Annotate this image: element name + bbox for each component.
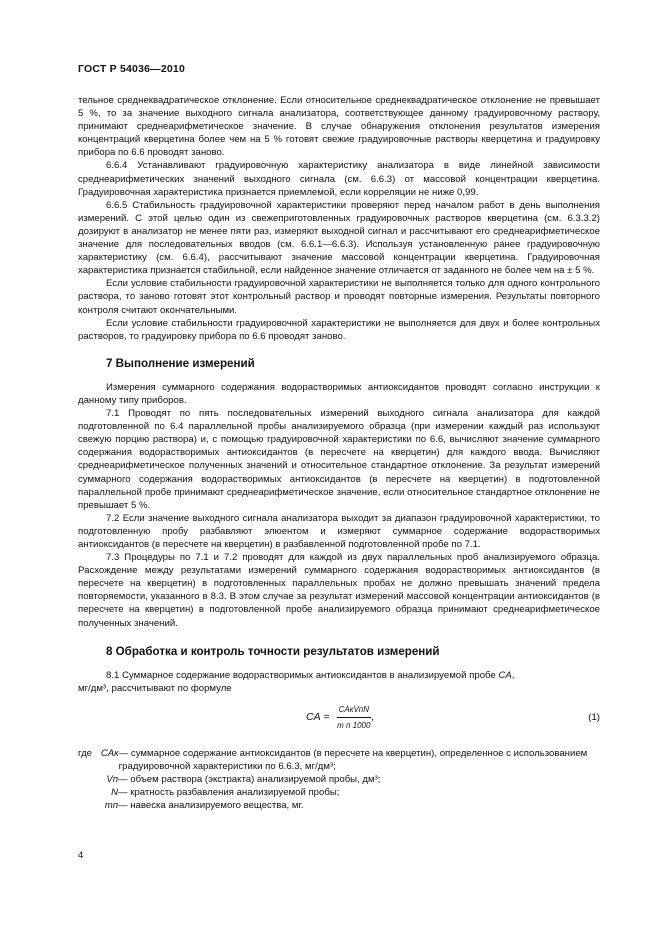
paragraph-8-1-continued: мг/дм³, рассчитывают по формуле xyxy=(78,682,232,694)
definition-text: — навеска анализируемого вещества, мг. xyxy=(118,800,304,812)
formula-numerator: CAкVпN xyxy=(337,703,371,718)
formula-equals: = xyxy=(320,710,333,723)
formula-denominator: m п 1000 xyxy=(337,721,371,731)
definition-text: — объем раствора (экстракта) анализируемой пробы, дм³; xyxy=(118,774,381,786)
paragraph-7-3: 7.3 Процедуры по 7.1 и 7.2 проводят для каждой из двух параллельных проб анализируемого образца. Расхождение между результатами измерений суммарного содержания водорастворимых антиоксидантов (в пересчете на кверцетин) в подготовленных параллельных пробах не должно превышать значений предела повторяемости, указанного в 8.3. В этом случае за результат измерений массовой концентрации антиоксидантов (в пересчете на кверцетин) в подготовленной пробе анализируемого образца принимают среднеарифметическое полученных значений. xyxy=(78,552,600,629)
definition-text: — кратность разбавления анализируемой пробы; xyxy=(118,787,340,799)
formula-lhs: CA xyxy=(306,710,321,723)
equation-number: (1) xyxy=(588,711,600,723)
formula-definitions xyxy=(78,747,600,812)
paragraph-continuation: тельное среднеквадратическое отклонение. Если относительное среднеквадратическое отклонение не превышает 5 %, то за значение выходного сигнала анализатора, соответствующее данному градуировочному раствору, принимают среднеарифметическое значение. В случае обнаружения отклонения результатов измерения концентраций кверцетина более чем на 5 % готовят свежие градуировочные растворы кверцетина и градуировку прибора по 6.6 проводят заново. xyxy=(78,95,600,159)
definition-symbol: Vп xyxy=(106,774,118,786)
definition-item: где CAк — суммарное содержание антиоксидантов (в пересчете на кверцетин), определенное с использованием градуировочной характеристики по 6.6.3, мг/дм³; xyxy=(78,747,600,773)
document-body xyxy=(78,94,600,812)
definition-symbol: mп xyxy=(104,800,118,812)
definition-item xyxy=(78,786,600,799)
section-8-heading: 8 Обработка и контроль точности результатов измерений xyxy=(106,644,440,658)
formula-fraction xyxy=(337,703,371,732)
paragraph-7-1: 7.1 Проводят по пять последовательных измерений выходного сигнала анализатора для каждой подготовленной по 6.4 параллельной пробы анализируемого образца (при измерении каждый раз используют свежую порцию раствора) и, с помощью градуировочной характеристики по 6.6, вычисляют значение суммарного содержания водорастворимых антиоксидантов (в пересчете на кверцетин) для каждого ввода. Вычисляют среднеарифметическое полученных значений и относительное стандартное отклонение. За результат измерений суммарного содержания водорастворимых антиоксидантов (в пересчете на кверцетин) в подготовленной параллельной пробе принимают среднеарифметическое значение, если относительное стандартное отклонение не превышает 5 %. xyxy=(78,408,600,511)
formula-expression xyxy=(306,703,374,732)
document-header: ГОСТ Р 54036—2010 xyxy=(78,63,186,75)
paragraph-7-2: 7.2 Если значение выходного сигнала анализатора выходит за диапазон градуировочной характеристики, то подготовленную пробу разбавляют элюентом и измеряют суммарное содержание водорастворимых антиоксидантов (в пересчете на кверцетин) в разбавленной подготовленной пробе по 7.1. xyxy=(78,512,600,550)
paragraph-8-1: 8.1 Суммарное содержание водорастворимых антиоксидантов в анализируемой пробе CA, xyxy=(106,669,515,681)
definition-symbol: N xyxy=(111,787,118,799)
definition-text: — суммарное содержание антиоксидантов (в пересчете на кверцетин), определенное с использованием градуировочной характеристики по 6.6.3, мг/дм³; xyxy=(118,747,588,773)
paragraph-stability-one: Если условие стабильности градуировочной характеристики не выполняется только для одного контрольного раствора, то заново готовят этот контрольный раствор и проводят повторные измерения. Результаты повторного контроля считают окончательными. xyxy=(78,278,600,316)
paragraph-7-intro: Измерения суммарного содержания водорастворимых антиоксидантов проводят согласно инструкции к данному типу приборов. xyxy=(78,381,600,406)
definition-symbol: CAк xyxy=(100,747,119,759)
section-7-heading: 7 Выполнение измерений xyxy=(106,356,255,370)
paragraph-6-6-4: 6.6.4 Устанавливают градуировочную характеристику анализатора в виде линейной зависимости среднеарифметических значений выходного сигнала (см. 6.6.3) от массовой концентрации кверцетина. Градуировочная характеристика признается приемлемой, если корреляции не ниже 0,99. xyxy=(78,160,600,198)
definition-item xyxy=(78,799,600,812)
formula-trailing-comma: , xyxy=(370,710,374,723)
paragraph-6-6-5: 6.6.5 Стабильность градуировочной характеристики проверяют перед началом работ в день выполнения измерений. С этой целью один из свежеприготовленных градуировочных растворов кверцетина (см. 6.3.3.2) дозируют в анализатор не менее пяти раз, измеряют выходной сигнал и рассчитывают его среднеарифметическое значение для последовательных вводов (см. 6.6.1—6.6.3). Используя установленную ранее градуировочную характеристику (см. 6.6.4), рассчитывают значение массовой концентрации кверцетина. Градуировочная характеристика признается стабильной, если найденное значение отличается от заданного не более чем на ± 5 %. xyxy=(78,199,600,277)
definition-item xyxy=(78,773,600,786)
page-number: 4 xyxy=(78,850,84,861)
paragraph-stability-two: Если условие стабильности градуировочной характеристики не выполняется для двух и более контрольных растворов, то градуировку прибора по 6.6 проводят заново. xyxy=(78,317,600,342)
formula-1 xyxy=(78,699,600,739)
